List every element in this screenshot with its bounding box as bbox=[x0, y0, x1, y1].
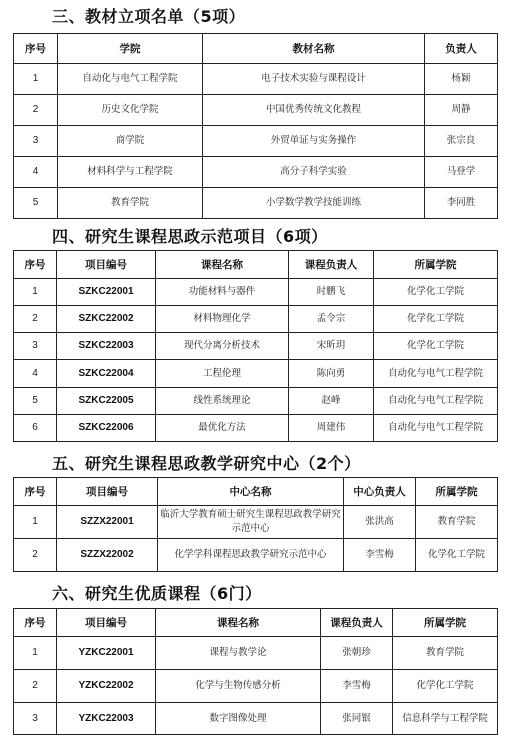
cell: YZKC22001 bbox=[57, 637, 156, 670]
cell: 化学化工学院 bbox=[393, 670, 498, 703]
section6-title: 六、研究生优质课程（6门） bbox=[52, 584, 262, 603]
cell: 1 bbox=[14, 279, 57, 306]
cell: 化学化工学院 bbox=[374, 306, 498, 333]
cell: 3 bbox=[14, 703, 57, 735]
cell: 周静 bbox=[425, 95, 498, 126]
cell: 电子技术实验与课程设计 bbox=[203, 64, 425, 95]
research-center-table bbox=[13, 477, 498, 572]
cell: 张朝珍 bbox=[321, 637, 393, 670]
table-row bbox=[14, 703, 498, 735]
textbook-table bbox=[13, 33, 498, 219]
header-cell: 项目编号 bbox=[57, 251, 156, 279]
cell: 3 bbox=[14, 333, 57, 360]
header-cell: 中心负责人 bbox=[344, 478, 416, 506]
cell: 自动化与电气工程学院 bbox=[58, 64, 203, 95]
cell: 1 bbox=[14, 64, 58, 95]
table-row bbox=[14, 126, 498, 157]
cell: 历史文化学院 bbox=[58, 95, 203, 126]
cell: SZKC22005 bbox=[57, 388, 156, 415]
cell: 2 bbox=[14, 306, 57, 333]
cell: 张洪高 bbox=[344, 506, 416, 539]
cell: 教育学院 bbox=[58, 188, 203, 219]
table-row bbox=[14, 506, 498, 539]
cell: SZKC22001 bbox=[57, 279, 156, 306]
table-row bbox=[14, 360, 498, 388]
cell: 4 bbox=[14, 360, 57, 388]
cell: 临沂大学教育硕士研究生课程思政教学研究示范中心 bbox=[158, 506, 344, 539]
header-cell: 课程负责人 bbox=[321, 609, 393, 637]
cell: YZKC22003 bbox=[57, 703, 156, 735]
cell: 5 bbox=[14, 388, 57, 415]
cell: 教育学院 bbox=[393, 637, 498, 670]
cell: 赵峰 bbox=[289, 388, 374, 415]
cell: 2 bbox=[14, 95, 58, 126]
cell: 材料科学与工程学院 bbox=[58, 157, 203, 188]
section5-title: 五、研究生课程思政教学研究中心（2个） bbox=[52, 454, 361, 473]
header-cell: 学院 bbox=[58, 34, 203, 64]
table-row bbox=[14, 157, 498, 188]
table-row bbox=[14, 333, 498, 360]
cell: 高分子科学实验 bbox=[203, 157, 425, 188]
table-row bbox=[14, 188, 498, 219]
table-row bbox=[14, 279, 498, 306]
cell: 化学化工学院 bbox=[416, 539, 498, 572]
cell: 材料物理化学 bbox=[156, 306, 289, 333]
cell: SZZX22001 bbox=[57, 506, 158, 539]
header-cell: 负责人 bbox=[425, 34, 498, 64]
header-cell: 课程负责人 bbox=[289, 251, 374, 279]
cell: 时鹏飞 bbox=[289, 279, 374, 306]
header-cell: 序号 bbox=[14, 609, 57, 637]
cell: 张宗良 bbox=[425, 126, 498, 157]
cell: 3 bbox=[14, 126, 58, 157]
cell: 化学学科课程思政教学研究示范中心 bbox=[158, 539, 344, 572]
header-cell: 所属学院 bbox=[374, 251, 498, 279]
cell: SZKC22002 bbox=[57, 306, 156, 333]
cell: 中国优秀传统文化教程 bbox=[203, 95, 425, 126]
cell: SZKC22006 bbox=[57, 415, 156, 442]
cell: 李雪梅 bbox=[321, 670, 393, 703]
course-demo-table bbox=[13, 250, 498, 442]
cell: SZZX22002 bbox=[57, 539, 158, 572]
cell: 李雪梅 bbox=[344, 539, 416, 572]
cell: 4 bbox=[14, 157, 58, 188]
cell: 最优化方法 bbox=[156, 415, 289, 442]
quality-course-table bbox=[13, 608, 498, 735]
section4-title: 四、研究生课程思政示范项目（6项） bbox=[52, 227, 328, 246]
cell: 信息科学与工程学院 bbox=[393, 703, 498, 735]
table-row bbox=[14, 95, 498, 126]
cell: 数字图像处理 bbox=[156, 703, 321, 735]
header-cell: 课程名称 bbox=[156, 609, 321, 637]
cell: 线性系统理论 bbox=[156, 388, 289, 415]
header-cell: 序号 bbox=[14, 251, 57, 279]
table-row bbox=[14, 388, 498, 415]
cell: 自动化与电气工程学院 bbox=[374, 360, 498, 388]
header-cell: 序号 bbox=[14, 478, 57, 506]
cell: 5 bbox=[14, 188, 58, 219]
cell: SZKC22004 bbox=[57, 360, 156, 388]
cell: 小学数学教学技能训练 bbox=[203, 188, 425, 219]
cell: 杨颖 bbox=[425, 64, 498, 95]
cell: 2 bbox=[14, 670, 57, 703]
table-row bbox=[14, 670, 498, 703]
cell: 工程伦理 bbox=[156, 360, 289, 388]
cell: YZKC22002 bbox=[57, 670, 156, 703]
header-cell: 教材名称 bbox=[203, 34, 425, 64]
cell: 自动化与电气工程学院 bbox=[374, 415, 498, 442]
table-header-row bbox=[14, 609, 498, 637]
table-row bbox=[14, 306, 498, 333]
cell: 化学化工学院 bbox=[374, 333, 498, 360]
cell: 自动化与电气工程学院 bbox=[374, 388, 498, 415]
cell: 功能材料与器件 bbox=[156, 279, 289, 306]
cell: 现代分离分析技术 bbox=[156, 333, 289, 360]
cell: 马登学 bbox=[425, 157, 498, 188]
header-cell: 中心名称 bbox=[158, 478, 344, 506]
cell: 化学与生物传感分析 bbox=[156, 670, 321, 703]
cell: 课程与教学论 bbox=[156, 637, 321, 670]
table-row bbox=[14, 415, 498, 442]
cell: 6 bbox=[14, 415, 57, 442]
cell: SZKC22003 bbox=[57, 333, 156, 360]
cell: 商学院 bbox=[58, 126, 203, 157]
cell: 外贸单证与实务操作 bbox=[203, 126, 425, 157]
cell: 宋昕玥 bbox=[289, 333, 374, 360]
section3-title: 三、教材立项名单（5项） bbox=[52, 7, 246, 26]
header-cell: 所属学院 bbox=[393, 609, 498, 637]
header-cell: 所属学院 bbox=[416, 478, 498, 506]
cell: 周建伟 bbox=[289, 415, 374, 442]
cell: 1 bbox=[14, 506, 57, 539]
header-cell: 序号 bbox=[14, 34, 58, 64]
cell: 孟令宗 bbox=[289, 306, 374, 333]
header-cell: 课程名称 bbox=[156, 251, 289, 279]
table-header-row bbox=[14, 251, 498, 279]
cell: 教育学院 bbox=[416, 506, 498, 539]
cell: 张同银 bbox=[321, 703, 393, 735]
header-cell: 项目编号 bbox=[57, 609, 156, 637]
cell: 1 bbox=[14, 637, 57, 670]
cell: 李同胜 bbox=[425, 188, 498, 219]
cell: 化学化工学院 bbox=[374, 279, 498, 306]
cell: 陈向勇 bbox=[289, 360, 374, 388]
cell: 2 bbox=[14, 539, 57, 572]
table-header-row bbox=[14, 478, 498, 506]
table-header-row bbox=[14, 34, 498, 64]
table-row bbox=[14, 637, 498, 670]
table-row bbox=[14, 64, 498, 95]
header-cell: 项目编号 bbox=[57, 478, 158, 506]
table-row bbox=[14, 539, 498, 572]
